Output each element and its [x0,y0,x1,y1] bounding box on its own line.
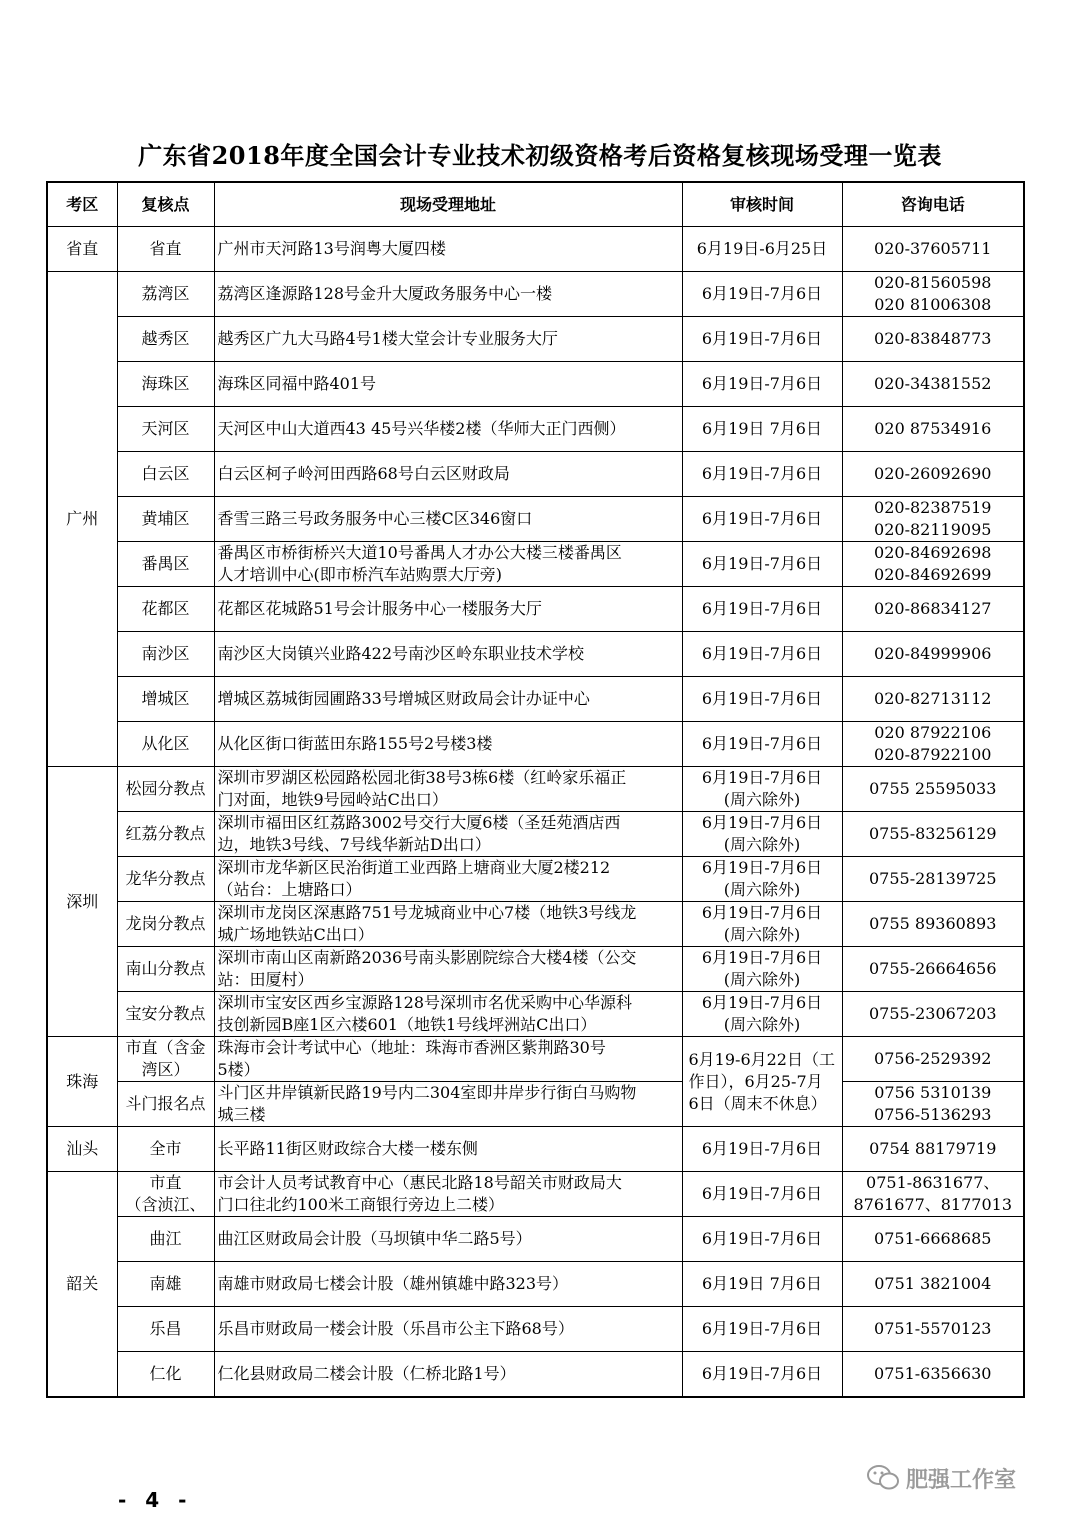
point-cell [117,1037,214,1082]
point-cell: 全市 [117,1127,214,1172]
time-cell [682,452,842,497]
phone-cell [842,227,1024,272]
address-cell-line: 荔湾区逢源路128号金升大厦政务服务中心一楼 [217,284,553,303]
table-row [47,677,1024,722]
time-cell-line: 6月19日-7月6日 [701,464,823,483]
phone-cell-line: 020-84692698 [874,543,992,562]
address-cell [214,497,682,542]
phone-cell [842,362,1024,407]
phone-cell-line: 0751-6356630 [874,1363,992,1383]
time-cell-line: 6月19日-7月6日 [701,813,823,832]
address-cell-line: 珠海市会计考试中心（地址：珠海市香洲区紫荆路30号 [217,1038,606,1057]
phone-cell-line: 0751-6668685 [874,1229,992,1248]
address-cell [214,947,682,992]
time-cell-line: 6月19日-7月6日 [701,509,823,528]
header-address: 现场受理地址 [214,182,682,227]
phone-cell [842,902,1024,947]
time-cell-line: 6月19日-7月6日 [701,554,823,573]
time-cell [682,767,842,812]
address-cell [214,227,682,272]
point-cell: 红荔分教点 [117,812,214,857]
time-cell-line: (周六除外) [723,790,801,809]
phone-cell [842,812,1024,857]
time-cell-line: 6月19日-7月6日 [701,734,823,753]
address-cell [214,1217,682,1262]
point-cell: 南山分教点 [117,947,214,992]
address-cell [214,767,682,812]
time-cell [682,992,842,1037]
address-cell [214,317,682,362]
address-cell [214,722,682,767]
phone-cell [842,452,1024,497]
table-row [47,317,1024,362]
phone-cell-line: 0756 5310139 [874,1083,992,1102]
time-cell-line: (周六除外) [723,1015,801,1034]
table-header-row [47,182,1024,227]
time-cell [682,902,842,947]
time-cell [682,947,842,992]
table-row [47,857,1024,902]
time-cell [682,1217,842,1262]
phone-cell-line: 020 87534916 [874,419,992,438]
point-cell: 松园分教点 [117,767,214,812]
time-cell-line: 6月19日-7月6日 [701,599,823,618]
table-row [47,362,1024,407]
table-row [47,1127,1024,1172]
phone-cell-line: 020 87922106 [874,723,992,742]
time-cell [682,722,842,767]
time-cell [682,1037,842,1127]
time-cell-line: 6月19日-7月6日 [701,948,823,967]
address-cell [214,1127,682,1172]
phone-cell-line: 0751-5570123 [874,1319,992,1338]
phone-cell [842,767,1024,812]
phone-cell [842,1037,1024,1082]
time-cell-line: (周六除外) [723,970,801,989]
address-cell-line: 南沙区大岗镇兴业路422号南沙区岭东职业技术学校 [217,644,585,663]
time-cell-line: 6月19日-7月6日 [701,1139,823,1158]
table-row [47,1172,1024,1217]
point-cell-line: （含浈江、 [125,1195,206,1214]
address-cell [214,452,682,497]
table-row [47,902,1024,947]
time-cell [682,227,842,272]
time-cell-line: 6月19日-7月6日 [701,858,823,877]
address-cell-line: 门对面，地铁9号园岭站C出口） [217,790,448,809]
time-cell [682,497,842,542]
time-cell [682,857,842,902]
phone-cell [842,632,1024,677]
address-cell [214,272,682,317]
time-cell-line: 6月19日-7月6日 [701,284,823,303]
table-row [47,767,1024,812]
time-cell-line: 6月19日-7月6日 [701,1229,823,1248]
address-cell [214,902,682,947]
address-cell-line: 从化区街口街蓝田东路155号2号楼3楼 [217,734,493,753]
point-cell: 南雄 [117,1262,214,1307]
phone-cell-line: 020-84999906 [874,644,992,663]
address-cell [214,632,682,677]
time-cell-line: 6月19日-6月25日 [696,239,828,258]
time-cell-line: 6月19日-7月6日 [701,903,823,922]
point-cell: 龙岗分教点 [117,902,214,947]
address-cell-line: 站：田厦村） [217,970,314,989]
header-area: 考区 [47,182,117,227]
page-number: - 4 - [118,1488,193,1512]
address-cell-line: 越秀区广九大马路4号1楼大堂会计专业服务大厅 [217,329,558,348]
table-row [47,452,1024,497]
phone-cell [842,542,1024,587]
point-cell: 从化区 [117,722,214,767]
phone-cell-line: 0751-8631677、 [866,1173,1000,1192]
time-cell [682,677,842,722]
address-cell [214,1262,682,1307]
phone-cell-line: 0751 3821004 [874,1274,992,1293]
phone-cell [842,992,1024,1037]
table-row [47,407,1024,452]
address-cell [214,857,682,902]
address-cell [214,362,682,407]
phone-cell [842,1352,1024,1397]
address-cell-line: 深圳市南山区南新路2036号南头影剧院综合大楼4楼（公交 [217,948,637,967]
region-cell: 广州 [47,272,117,767]
time-cell-line: 作日），6月25-7月 [688,1071,823,1091]
address-cell [214,1082,682,1127]
header-time: 审核时间 [682,182,842,227]
phone-cell-line: 020 81006308 [874,295,992,314]
region-cell: 珠海 [47,1037,117,1127]
time-cell-line: 6月19日-7月6日 [701,374,823,393]
point-cell: 黄埔区 [117,497,214,542]
address-cell-line: （站台：上塘路口） [217,880,362,899]
phone-cell-line: 0755-28139725 [868,869,997,888]
address-cell-line: 市会计人员考试教育中心（惠民北路18号韶关市财政局大 [217,1173,622,1192]
time-cell [682,317,842,362]
time-cell [682,1172,842,1217]
time-cell-line: (周六除外) [723,835,801,854]
address-cell [214,1037,682,1082]
time-cell-line: 6月19日-7月6日 [701,1363,823,1383]
phone-cell [842,272,1024,317]
time-cell-line: 6月19-6月22日（工 [688,1049,835,1069]
phone-cell-line: 020-86834127 [874,599,992,618]
address-cell-line: 白云区柯子岭河田西路68号白云区财政局 [217,464,510,483]
time-cell-line: 6月19日-7月6日 [701,329,823,348]
phone-cell-line: 8761677、8177013 [853,1195,1013,1214]
address-cell-line: 长平路11街区财政综合大楼一楼东侧 [217,1139,478,1158]
time-cell [682,1262,842,1307]
phone-cell [842,857,1024,902]
address-cell-line: 人才培训中心(即市桥汽车站购票大厅旁) [217,565,502,584]
address-cell-line: 城广场地铁站C出口） [217,925,374,944]
address-cell [214,587,682,632]
point-cell: 越秀区 [117,317,214,362]
header-point: 复核点 [117,182,214,227]
phone-cell [842,947,1024,992]
phone-cell-line: 020-37605711 [874,239,992,258]
address-cell [214,407,682,452]
time-cell [682,587,842,632]
point-cell: 番禺区 [117,542,214,587]
chat-bubble-icon [866,1463,900,1493]
phone-cell-line: 0755-83256129 [868,824,997,843]
address-cell-line: 广州市天河路13号润粤大厦四楼 [217,239,446,258]
address-cell-line: 深圳市龙华新区民治街道工业西路上塘商业大厦2楼212 [217,858,611,877]
phone-cell [842,1262,1024,1307]
phone-cell-line: 0755-23067203 [868,1004,997,1023]
address-cell [214,1172,682,1217]
table-body [47,227,1024,1397]
phone-cell [842,1307,1024,1352]
phone-cell-line: 020-82119095 [874,520,992,539]
address-cell-line: 仁化县财政局二楼会计股（仁桥北路1号） [217,1363,516,1383]
table-row [47,947,1024,992]
region-cell: 省直 [47,227,117,272]
address-cell-line: 乐昌市财政局一楼会计股（乐昌市公主下路68号） [217,1319,574,1338]
phone-cell-line: 020-84692699 [874,565,992,584]
point-cell: 曲江 [117,1217,214,1262]
time-cell-line: 6月19日-7月6日 [701,1319,823,1338]
point-cell: 乐昌 [117,1307,214,1352]
point-cell: 增城区 [117,677,214,722]
address-cell-line: 5楼） [217,1060,260,1079]
phone-cell-line: 0754 88179719 [869,1139,997,1158]
phone-cell-line: 020-26092690 [874,464,992,483]
time-cell [682,1352,842,1397]
address-cell-line: 香雪三路三号政务服务中心三楼C区346窗口 [217,509,533,528]
address-cell-line: 城三楼 [217,1105,266,1124]
time-cell [682,272,842,317]
phone-cell-line: 0756-5136293 [874,1105,992,1124]
region-cell: 汕头 [47,1127,117,1172]
address-cell-line: 海珠区同福中路401号 [217,374,377,393]
time-cell [682,362,842,407]
table-row [47,1037,1024,1082]
time-cell-line: (周六除外) [723,880,801,899]
phone-cell [842,1217,1024,1262]
point-cell: 省直 [117,227,214,272]
phone-cell [842,317,1024,362]
time-cell [682,632,842,677]
time-cell-line: 6月19日 7月6日 [702,419,822,438]
table-row [47,632,1024,677]
point-cell-line: 市直 [149,1173,182,1192]
address-cell-line: 深圳市罗湖区松园路松园北街38号3栋6楼（红岭家乐福正 [217,768,627,787]
point-cell: 龙华分教点 [117,857,214,902]
phone-cell-line: 020-82713112 [874,689,992,708]
phone-cell [842,587,1024,632]
time-cell [682,1307,842,1352]
address-cell [214,677,682,722]
table-row [47,1352,1024,1397]
table-row [47,812,1024,857]
time-cell [682,542,842,587]
phone-cell [842,677,1024,722]
address-cell-line: 天河区中山大道西43 45号兴华楼2楼（华师大正门西侧） [217,419,626,438]
address-cell-line: 门口往北约100米工商银行旁边上二楼） [217,1195,505,1214]
point-cell-line: 湾区） [141,1060,190,1079]
table-row [47,587,1024,632]
table-row [47,272,1024,317]
address-cell-line: 深圳市宝安区西乡宝源路128号深圳市名优采购中心华源科 [217,993,633,1012]
time-cell-line: 6日（周末不休息） [688,1093,827,1113]
phone-cell-line: 020-83848773 [874,329,992,348]
point-cell: 花都区 [117,587,214,632]
phone-cell [842,407,1024,452]
phone-cell-line: 020-82387519 [874,498,992,517]
point-cell: 宝安分教点 [117,992,214,1037]
time-cell-line: 6月19日-7月6日 [701,768,823,787]
address-cell-line: 深圳市龙岗区深惠路751号龙城商业中心7楼（地铁3号线龙 [217,903,637,922]
phone-cell [842,1127,1024,1172]
phone-cell-line: 020-81560598 [874,273,992,292]
address-cell-line: 花都区花城路51号会计服务中心一楼服务大厅 [217,599,542,618]
point-cell: 海珠区 [117,362,214,407]
phone-cell-line: 020-87922100 [874,745,992,764]
time-cell-line: 6月19日-7月6日 [701,1184,823,1203]
time-cell-line: 6月19日 7月6日 [702,1274,822,1293]
address-cell [214,992,682,1037]
address-cell-line: 番禺区市桥街桥兴大道10号番禺人才办公大楼三楼番禺区 [217,543,622,562]
phone-cell [842,1172,1024,1217]
table-row [47,992,1024,1037]
time-cell-line: 6月19日-7月6日 [701,644,823,663]
table-row [47,227,1024,272]
table-row [47,1262,1024,1307]
point-cell: 天河区 [117,407,214,452]
region-cell: 深圳 [47,767,117,1037]
address-cell-line: 曲江区财政局会计股（马坝镇中华二路5号） [217,1229,532,1248]
time-cell-line: 6月19日-7月6日 [701,993,823,1012]
time-cell [682,812,842,857]
table-row [47,1307,1024,1352]
address-cell-line: 斗门区井岸镇新民路19号内二304室即井岸步行街白马购物 [217,1083,637,1102]
point-cell [117,1172,214,1217]
table-row [47,542,1024,587]
address-cell-line: 南雄市财政局七楼会计股（雄州镇雄中路323号） [217,1274,569,1293]
phone-cell-line: 020-34381552 [874,374,992,393]
address-cell [214,542,682,587]
watermark-text: 肥强工作室 [906,1467,1017,1493]
table-row [47,497,1024,542]
address-cell-line: 增城区荔城街园圃路33号增城区财政局会计办证中心 [217,689,590,708]
region-cell: 韶关 [47,1172,117,1397]
address-cell-line: 边，地铁3号线、7号线华新站D出口） [217,835,491,854]
address-cell-line: 深圳市福田区红荔路3002号交行大厦6楼（圣廷苑酒店西 [217,813,621,832]
watermark [866,1460,1016,1496]
point-cell-line: 市直（含金 [125,1038,206,1057]
point-cell: 荔湾区 [117,272,214,317]
table-row [47,1082,1024,1127]
address-cell-line: 技创新园B座1区六楼601（地铁1号线坪洲站C出口） [217,1015,597,1034]
address-cell [214,812,682,857]
point-cell: 南沙区 [117,632,214,677]
phone-cell-line: 0756-2529392 [874,1049,992,1068]
phone-cell-line: 0755 89360893 [869,914,997,933]
acceptance-table [46,181,1025,1398]
point-cell: 白云区 [117,452,214,497]
address-cell [214,1307,682,1352]
time-cell [682,407,842,452]
time-cell-line: (周六除外) [723,925,801,944]
phone-cell [842,1082,1024,1127]
page-title: 广东省2018年度全国会计专业技术初级资格考后资格复核现场受理一览表 [138,141,942,170]
point-cell-line: 斗门报名点 [125,1094,206,1113]
phone-cell-line: 0755 25595033 [869,779,997,798]
address-cell [214,1352,682,1397]
time-cell [682,1127,842,1172]
table-row [47,1217,1024,1262]
time-cell-line: 6月19日-7月6日 [701,689,823,708]
phone-cell [842,497,1024,542]
table-row [47,722,1024,767]
point-cell [117,1082,214,1127]
point-cell: 仁化 [117,1352,214,1397]
phone-cell-line: 0755-26664656 [868,959,997,978]
phone-cell [842,722,1024,767]
header-phone: 咨询电话 [842,182,1024,227]
